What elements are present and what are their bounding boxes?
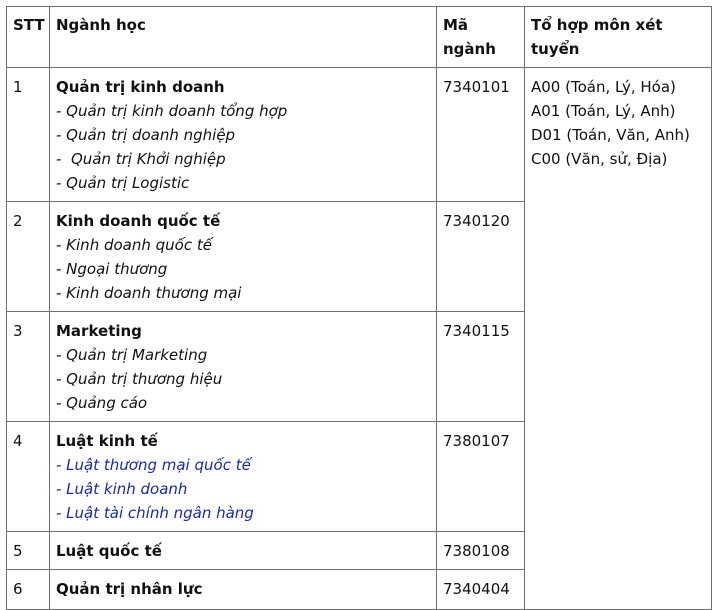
major-name: Kinh doanh quốc tế	[56, 212, 221, 230]
major-name: Quản trị nhân lực	[56, 580, 203, 598]
row-stt: 6	[7, 570, 50, 610]
header-combination: Tổ hợp môn xét tuyển	[525, 7, 712, 68]
major-name: Luật kinh tế	[56, 432, 158, 450]
combination-item: A00 (Toán, Lý, Hóa)	[531, 78, 676, 96]
combination-item: C00 (Văn, sử, Địa)	[531, 150, 668, 168]
row-code: 7380107	[437, 422, 525, 532]
header-major: Ngành học	[50, 7, 437, 68]
sub-major: - Quản trị Khởi nghiệp	[56, 150, 226, 168]
sub-major: - Quản trị doanh nghiệp	[56, 126, 236, 144]
row-major	[50, 570, 437, 610]
row-code: 7340101	[437, 68, 525, 202]
sub-major: - Quản trị kinh doanh tổng hợp	[56, 102, 288, 120]
row-stt: 3	[7, 312, 50, 422]
major-name: Quản trị kinh doanh	[56, 78, 225, 96]
row-major	[50, 422, 437, 532]
table-row	[7, 68, 712, 202]
header-row	[7, 7, 712, 68]
sub-major: - Ngoại thương	[56, 260, 168, 278]
row-major	[50, 202, 437, 312]
sub-major: - Quảng cáo	[56, 394, 148, 412]
combination-item: D01 (Toán, Văn, Anh)	[531, 126, 690, 144]
majors-table	[6, 6, 712, 610]
row-stt: 4	[7, 422, 50, 532]
sub-major: - Luật kinh doanh	[56, 480, 188, 498]
row-stt: 5	[7, 532, 50, 570]
row-code: 7380108	[437, 532, 525, 570]
row-major	[50, 532, 437, 570]
sub-major: - Luật tài chính ngân hàng	[56, 504, 254, 522]
sub-major: - Quản trị Logistic	[56, 174, 190, 192]
sub-major: - Kinh doanh quốc tế	[56, 236, 212, 254]
row-stt: 2	[7, 202, 50, 312]
row-stt: 1	[7, 68, 50, 202]
major-name: Marketing	[56, 322, 142, 340]
combination-cell	[525, 68, 712, 610]
sub-major: - Quản trị thương hiệu	[56, 370, 223, 388]
major-name: Luật quốc tế	[56, 542, 162, 560]
header-code: Mã ngành	[437, 7, 525, 68]
header-stt: STT	[7, 7, 50, 68]
combination-item: A01 (Toán, Lý, Anh)	[531, 102, 676, 120]
row-code: 7340115	[437, 312, 525, 422]
sub-major: - Quản trị Marketing	[56, 346, 208, 364]
row-major	[50, 68, 437, 202]
sub-major: - Luật thương mại quốc tế	[56, 456, 251, 474]
row-code: 7340120	[437, 202, 525, 312]
sub-major: - Kinh doanh thương mại	[56, 284, 242, 302]
row-code: 7340404	[437, 570, 525, 610]
row-major	[50, 312, 437, 422]
